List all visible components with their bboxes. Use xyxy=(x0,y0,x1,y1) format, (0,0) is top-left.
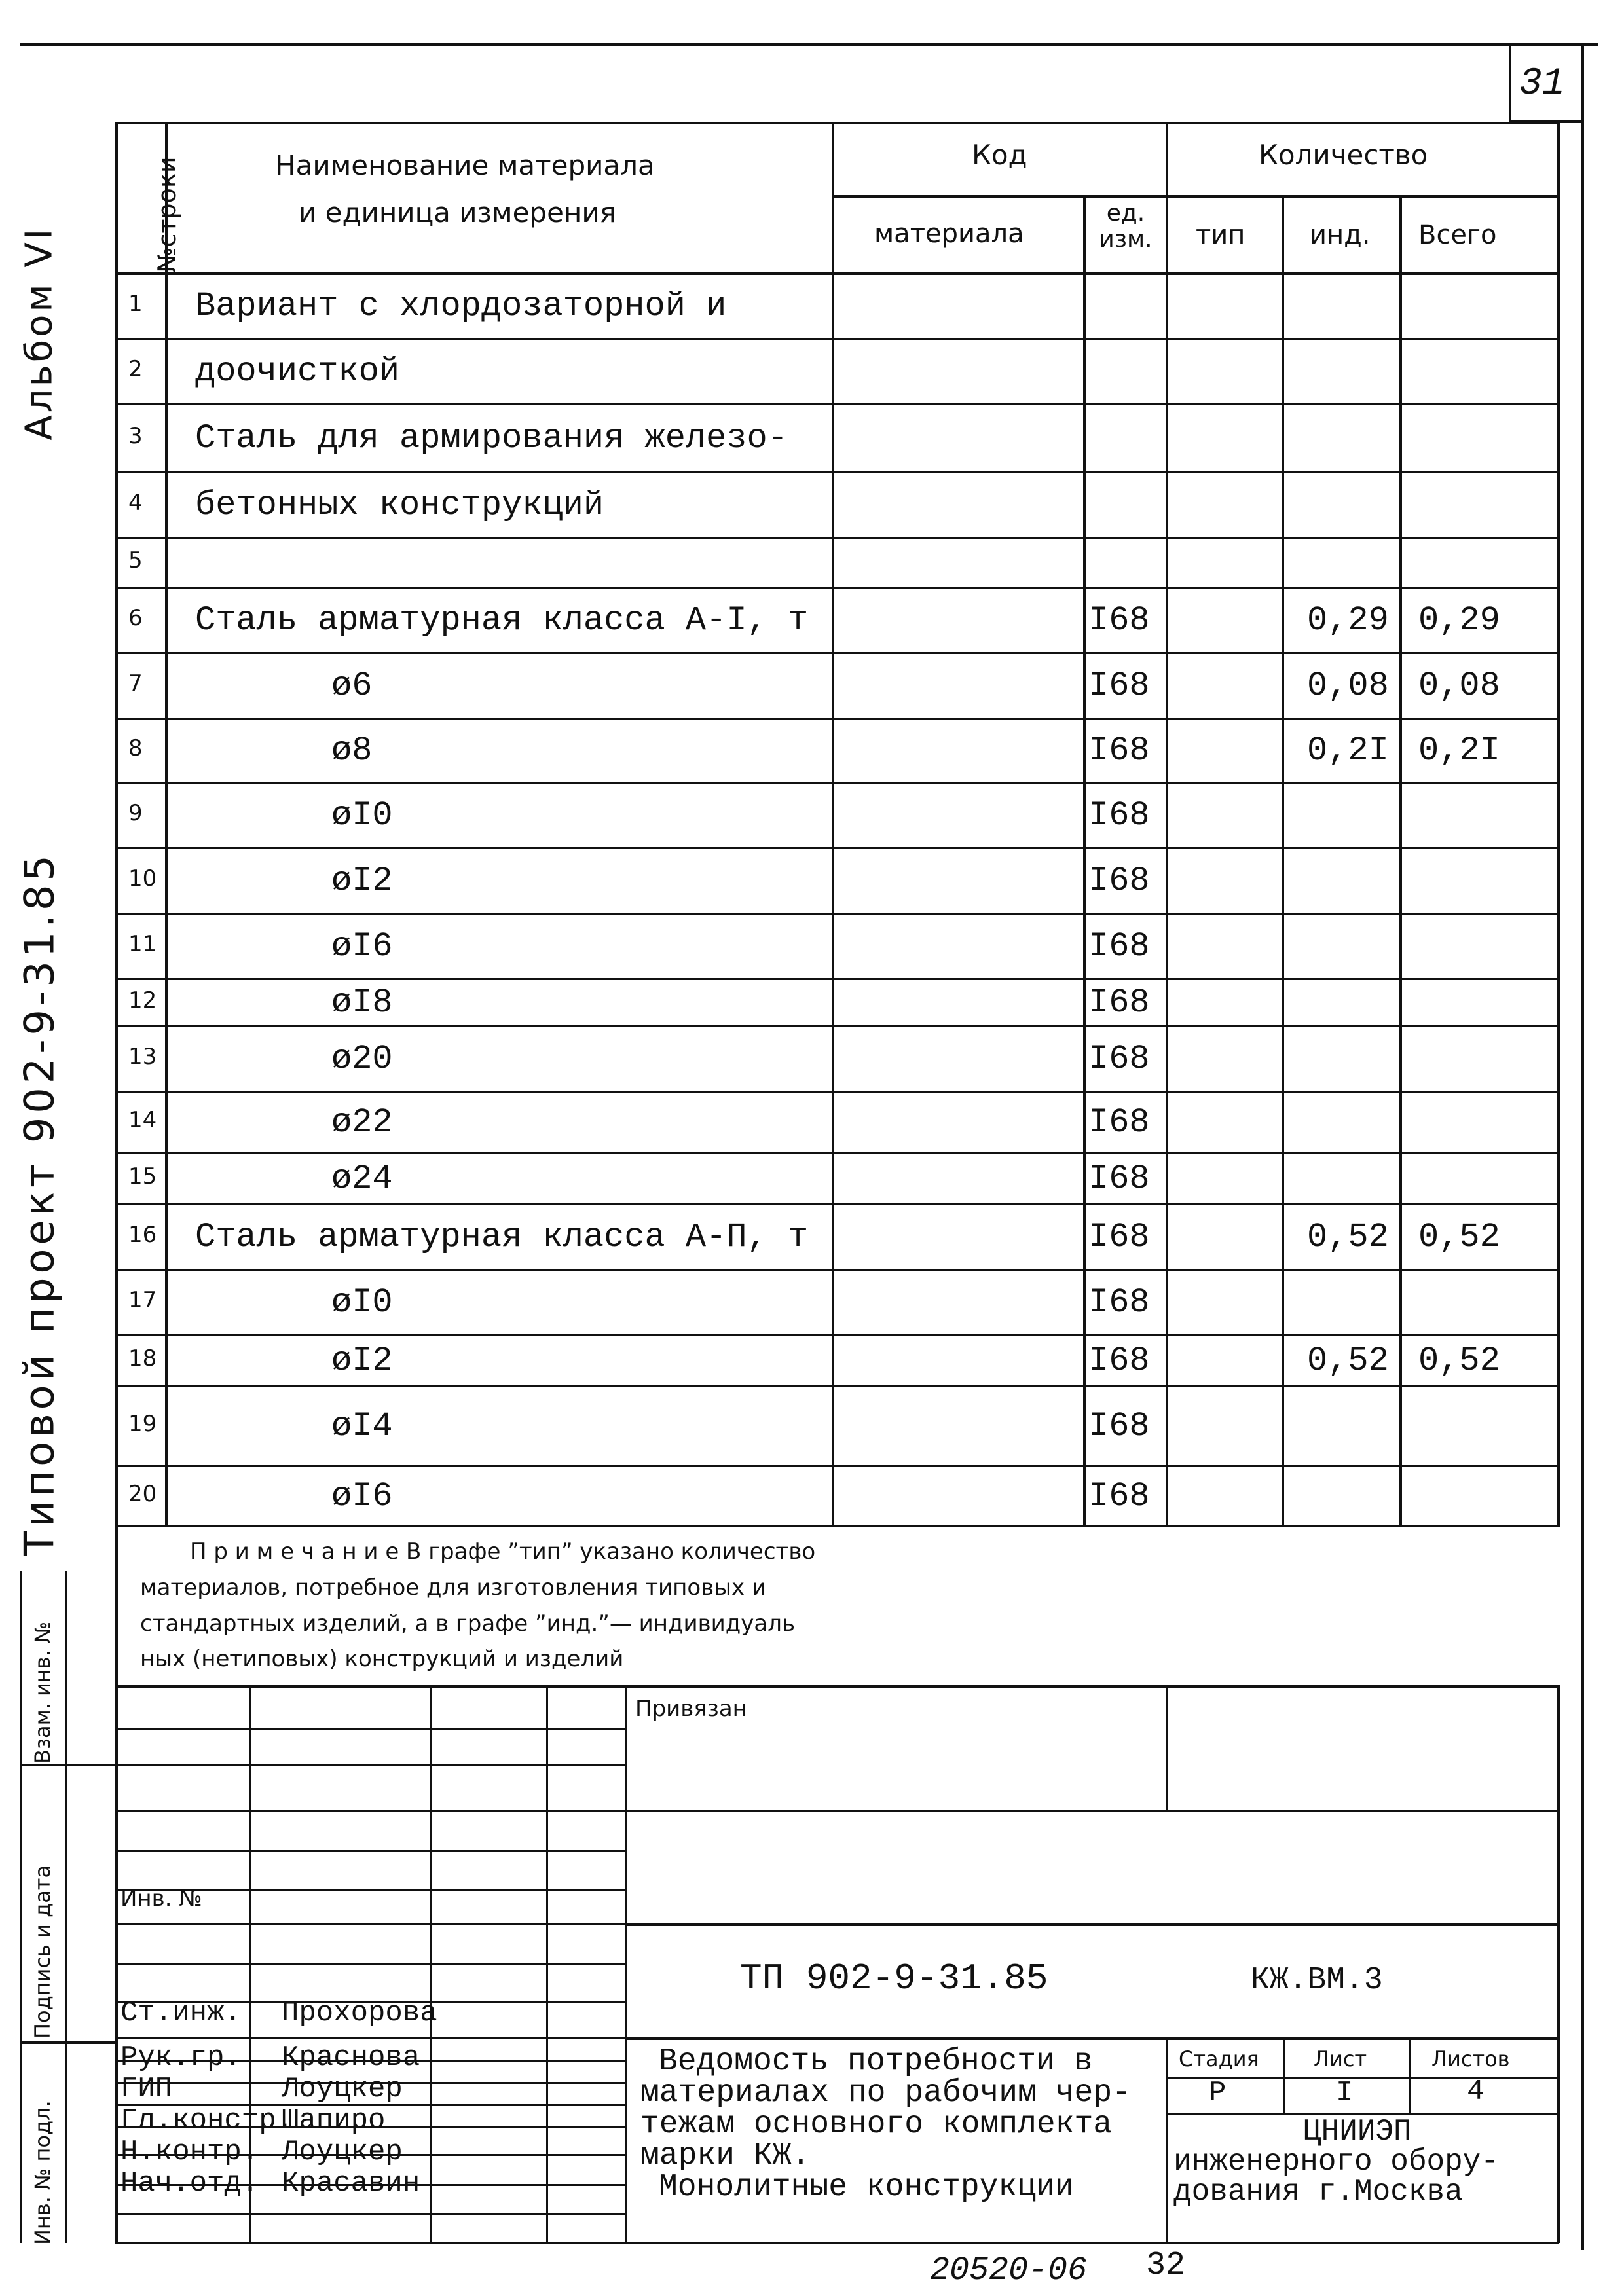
row-unit: I68 xyxy=(1088,1341,1150,1380)
row-name: øI2 xyxy=(331,862,393,900)
signer-role: Гл.констр. xyxy=(120,2104,294,2137)
row-name: øI6 xyxy=(331,1476,393,1516)
table-top-border xyxy=(115,122,1559,124)
header-total: Всего xyxy=(1418,220,1497,250)
row-total: 0,2I xyxy=(1418,731,1500,770)
row-name: ø24 xyxy=(331,1159,393,1198)
row-name: доочисткой xyxy=(195,352,400,391)
row-number: 5 xyxy=(128,547,143,574)
signature-row-line xyxy=(115,1923,626,1925)
row-unit: I68 xyxy=(1088,983,1150,1022)
signer-name: Шапиро xyxy=(282,2104,386,2137)
table-row xyxy=(115,718,1559,782)
stage-value: Р xyxy=(1209,2077,1227,2109)
row-unit: I68 xyxy=(1088,1218,1150,1256)
org-line-1: ЦНИИЭП xyxy=(1303,2115,1412,2149)
row-unit: I68 xyxy=(1088,601,1150,640)
row-ind: 0,2I xyxy=(1307,731,1389,770)
row-number: 11 xyxy=(128,931,157,957)
sheet-number: 31 xyxy=(1519,63,1565,105)
row-name: øI4 xyxy=(331,1407,393,1446)
table-row xyxy=(115,1269,1559,1334)
title-line-3: тежам основного комплекта xyxy=(640,2107,1113,2142)
row-name: ø20 xyxy=(331,1040,393,1078)
title-line-5: Монолитные конструкции xyxy=(659,2170,1074,2205)
row-number: 3 xyxy=(128,423,143,449)
signer-name: Прохорова xyxy=(282,1997,437,2030)
row-unit: I68 xyxy=(1088,1040,1150,1078)
row-unit: I68 xyxy=(1088,1407,1150,1446)
signature-row-line xyxy=(115,1810,626,1812)
row-name: ø8 xyxy=(331,731,373,770)
row-number: 17 xyxy=(128,1287,157,1313)
note-line-2: материалов, потребное для изготовления типовых и xyxy=(140,1575,767,1601)
table-row xyxy=(115,1025,1559,1091)
signature-row-line xyxy=(115,1963,626,1965)
row-unit: I68 xyxy=(1088,927,1150,966)
signer-role: Н.контр. xyxy=(120,2136,259,2168)
privyazan-label: Привязан xyxy=(635,1696,747,1722)
table-row xyxy=(115,587,1559,652)
signer-name: Лоуцкер xyxy=(282,2136,403,2168)
row-name: øI2 xyxy=(331,1341,393,1380)
signature-row-line xyxy=(115,2037,626,2039)
table-row xyxy=(115,1385,1559,1465)
row-number: 18 xyxy=(128,1345,157,1372)
header-rownum: №строки xyxy=(153,156,181,273)
row-number: 1 xyxy=(128,291,143,317)
signer-name: Красавин xyxy=(282,2167,420,2200)
header-subdivider xyxy=(832,195,1557,198)
row-ind: 0,52 xyxy=(1307,1341,1389,1380)
sheet-number-box-left xyxy=(1509,43,1511,122)
sheets-col xyxy=(1409,2037,1411,2113)
row-total: 0,52 xyxy=(1418,1341,1500,1380)
signer-role: Рук.гр. xyxy=(120,2041,242,2074)
project-label: Типовой проект 902-9-31.85 xyxy=(15,851,64,1556)
title-block-right xyxy=(1557,1685,1560,2243)
stamp-inv: Инв. № подл. xyxy=(30,2100,55,2245)
note-line-4: ных (нетиповых) конструкций и изделий xyxy=(140,1646,624,1672)
row-number: 13 xyxy=(128,1044,157,1070)
row-ind: 0,29 xyxy=(1307,601,1389,640)
table-row xyxy=(115,403,1559,471)
row-number: 2 xyxy=(128,356,143,382)
row-unit: I68 xyxy=(1088,862,1150,900)
stage-label: Стадия xyxy=(1179,2047,1259,2071)
sheets-value: 4 xyxy=(1467,2075,1485,2108)
row-name: Сталь для армирования железо- xyxy=(195,419,788,458)
table-row xyxy=(115,471,1559,537)
table-row xyxy=(115,1152,1559,1203)
title-block-bottom xyxy=(115,2242,1559,2244)
privyazan-bottom xyxy=(625,1810,1559,1812)
signature-row-line xyxy=(115,1728,626,1730)
table-bottom xyxy=(115,1525,1559,1527)
table-row xyxy=(115,847,1559,913)
table-row xyxy=(115,537,1559,587)
sheet-label: Лист xyxy=(1314,2047,1367,2071)
right-border xyxy=(1581,43,1584,2250)
header-code-unit: ед. изм. xyxy=(1099,200,1153,253)
org-line-3: дования г.Москва xyxy=(1173,2175,1463,2209)
signature-row-line xyxy=(115,2213,626,2215)
row-unit: I68 xyxy=(1088,1476,1150,1516)
row-name: øI8 xyxy=(331,983,393,1022)
doc-code: ТП 902-9-31.85 xyxy=(740,1958,1048,1999)
row-unit: I68 xyxy=(1088,1159,1150,1198)
stamp-left-border xyxy=(20,1571,22,2243)
row-number: 20 xyxy=(128,1480,157,1507)
signer-role: Нач.отд. xyxy=(120,2167,259,2200)
table-row xyxy=(115,1091,1559,1152)
row-number: 16 xyxy=(128,1222,157,1248)
stage-divider xyxy=(1166,2037,1168,2242)
table-row xyxy=(115,1203,1559,1269)
header-ind: инд. xyxy=(1310,220,1371,250)
row-ind: 0,52 xyxy=(1307,1218,1389,1256)
footer-number: 20520-06 xyxy=(930,2252,1088,2289)
row-name: ø22 xyxy=(331,1103,393,1142)
stamp-div-1 xyxy=(20,1764,117,1766)
row-number: 9 xyxy=(128,800,143,826)
row-name: бетонных конструкций xyxy=(195,486,604,524)
row-total: 0,52 xyxy=(1418,1218,1500,1256)
stamp-vzam: Взам. инв. № xyxy=(30,1621,55,1764)
table-row xyxy=(115,978,1559,1025)
row-name: Сталь арматурная класса А-П, т xyxy=(195,1218,809,1256)
header-quantity: Количество xyxy=(1259,139,1428,171)
table-row xyxy=(115,913,1559,978)
sheets-label: Листов xyxy=(1431,2047,1510,2071)
row-number: 7 xyxy=(128,670,143,697)
row-total: 0,29 xyxy=(1418,601,1500,640)
row-number: 8 xyxy=(128,735,143,761)
inv-no-label: Инв. № xyxy=(120,1886,202,1912)
doc-mark: КЖ.ВМ.3 xyxy=(1251,1963,1383,1998)
note-line-3: стандартных изделий, а в графе ”инд.”— индивидуаль xyxy=(140,1611,795,1637)
row-unit: I68 xyxy=(1088,796,1150,835)
signer-role: Ст.инж. xyxy=(120,1997,242,2030)
row-number: 15 xyxy=(128,1163,157,1190)
header-name-line1: Наименование материала xyxy=(275,149,655,181)
row-ind: 0,08 xyxy=(1307,666,1389,705)
row-total: 0,08 xyxy=(1418,666,1500,705)
table-row xyxy=(115,272,1559,338)
table-row xyxy=(115,1465,1559,1525)
title-line-4: марки КЖ. xyxy=(640,2138,811,2174)
header-code-material: материала xyxy=(874,219,1024,249)
footer-page: 32 xyxy=(1146,2247,1186,2284)
signature-row-line xyxy=(115,1850,626,1852)
row-unit: I68 xyxy=(1088,1103,1150,1142)
row-name: Вариант с хлордозаторной и xyxy=(195,287,727,325)
header-code: Код xyxy=(972,139,1027,171)
row-name: øI0 xyxy=(331,1283,393,1322)
header-type: тип xyxy=(1196,220,1246,250)
code-row-top xyxy=(625,1923,1559,1926)
sheet-col xyxy=(1283,2037,1285,2113)
org-line-2: инженерного обору- xyxy=(1173,2145,1499,2179)
title-line-2: материалах по рабочим чер- xyxy=(640,2075,1131,2111)
row-name: øI6 xyxy=(331,927,393,966)
signer-role: ГИП xyxy=(120,2073,173,2105)
top-border xyxy=(20,43,1598,46)
row-unit: I68 xyxy=(1088,731,1150,770)
row-name: Сталь арматурная класса А-I, т xyxy=(195,601,809,640)
stamp-podpis: Подпись и дата xyxy=(30,1865,55,2039)
table-row xyxy=(115,782,1559,847)
note-line-1: П р и м е ч а н и е В графе ”тип” указано количество xyxy=(190,1539,816,1565)
row-number: 6 xyxy=(128,605,143,631)
signer-name: Краснова xyxy=(282,2041,420,2074)
code-row-bottom xyxy=(625,2037,1559,2040)
row-name: øI0 xyxy=(331,796,393,835)
row-number: 12 xyxy=(128,987,157,1013)
sheet-value: I xyxy=(1336,2077,1354,2109)
signer-name: Лоуцкер xyxy=(282,2073,403,2105)
table-row xyxy=(115,1334,1559,1385)
title-line-1: Ведомость потребности в xyxy=(659,2044,1093,2079)
signature-row-line xyxy=(115,1764,626,1766)
title-block-top xyxy=(115,1685,1559,1688)
stamp-inner-border xyxy=(65,1571,67,2243)
row-number: 19 xyxy=(128,1411,157,1437)
privyazan-divider xyxy=(1166,1685,1168,1811)
row-unit: I68 xyxy=(1088,1283,1150,1322)
row-number: 10 xyxy=(128,866,157,892)
row-unit: I68 xyxy=(1088,666,1150,705)
table-row xyxy=(115,338,1559,403)
row-name: ø6 xyxy=(331,666,373,705)
album-label: Альбом VI xyxy=(18,226,61,441)
row-number: 14 xyxy=(128,1107,157,1133)
row-number: 4 xyxy=(128,490,143,516)
header-name-line2: и единица измерения xyxy=(299,196,616,228)
table-row xyxy=(115,652,1559,718)
